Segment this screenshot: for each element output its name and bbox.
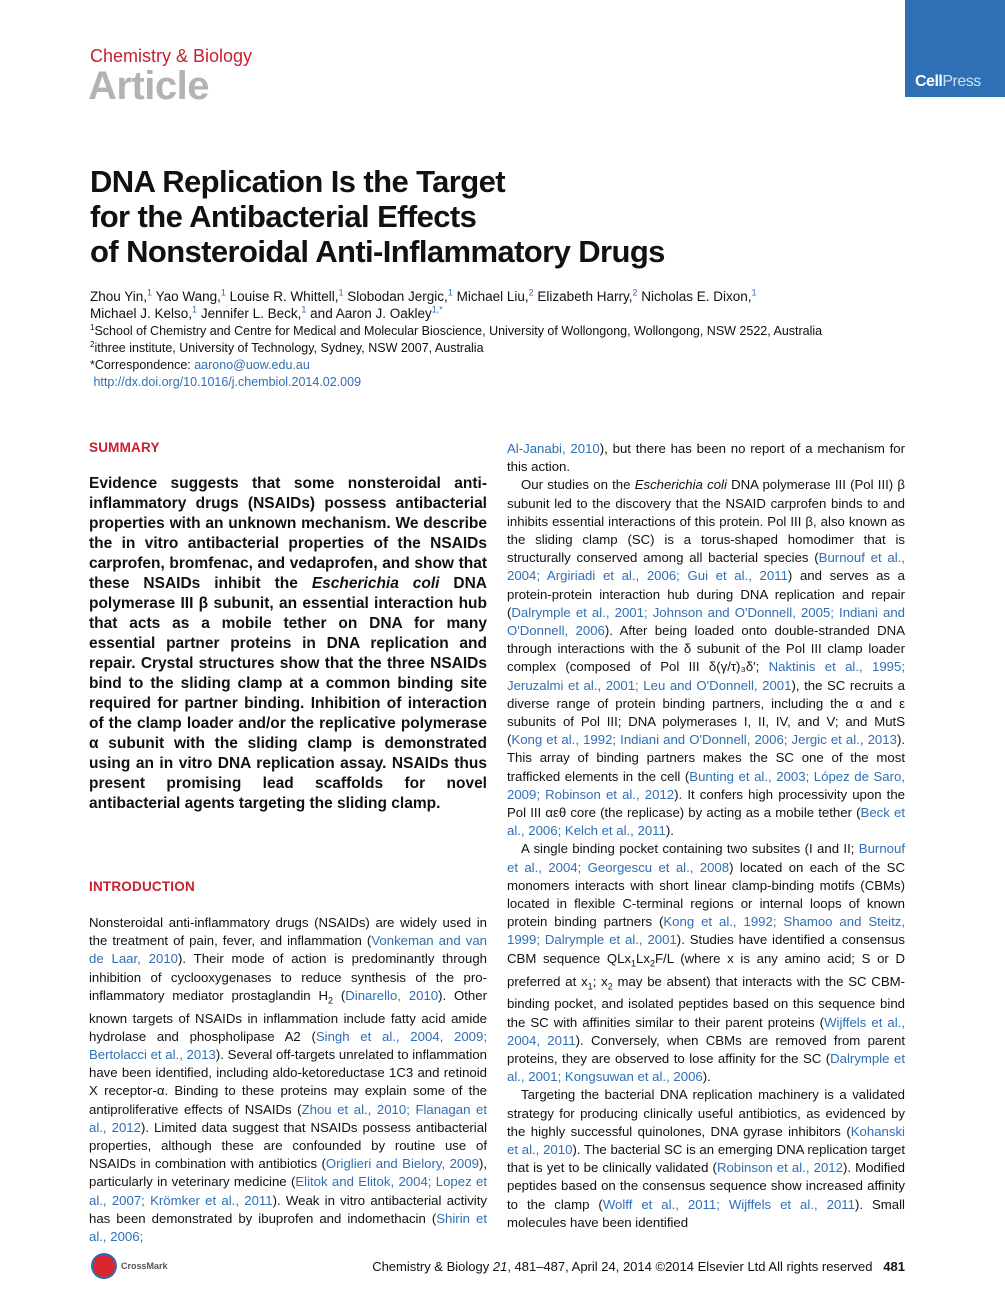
author-name: Nicholas E. Dixon,$^1$ <box>641 287 757 304</box>
author-name: Jennifer L. Beck,$^1$ <box>200 304 307 321</box>
article-type: Article <box>88 64 209 108</box>
affiliation-1: $^1$School of Chemistry and Centre for Medical and Molecular Bioscience, University of Wollongong, Wollongong, NSW 2522, Australia <box>90 322 823 338</box>
email-link[interactable]: aarono@uow.edu.au <box>194 358 310 372</box>
paragraph-continued: Al-Janabi, 2010), but there has been no report of a mechanism for this action. <box>507 441 905 475</box>
citation-link[interactable]: Kohanski et al., 2010 <box>507 1123 905 1157</box>
paragraph: A single binding pocket containing two subsites (I and II; Burnouf et al., 2004; Georgescu et al., 2008) located on each of the SC monomers interacts with short linear clamp-binding motifs (CBMs) located in flexible C-terminal regions or internal loops of known protein binding partners (Kong et al., 1992; Shamoo and Steitz, 1999; Dalrymple et al., 2001). Studies have identified a consensus CBM sequence $QLx_1Lx_2F/L$ (where x is any amino acid; S or D preferred at $x_1$; $x_2$ may be absent) that interacts with the SC CBM-binding pocket, and isolated peptides based on this sequence bind the SC with affinities similar to their parent proteins (Wijffels et al., 2004, 2011). Conversely, when CBMs are removed from parent proteins, they are observed to lose affinity for the SC (Dalrymple et al., 2001; Kongsuwan et al., 2006). <box>507 841 906 1085</box>
cellpress-logo[interactable]: CellPress <box>915 73 981 90</box>
citation-link[interactable]: Elitok and Elitok, 2004; Lopez et al., 2007; Krömker et al., 2011 <box>89 1174 487 1208</box>
author-name: Michael Liu,$^2$ <box>456 287 534 304</box>
citation-link[interactable]: Kong et al., 1992; Shamoo and Steitz, 1999; Dalrymple et al., 2001 <box>507 914 905 948</box>
citation-link[interactable]: Dalrymple et al., 2001; Johnson and O'Donnell, 2005; Indiani and O'Donnell, 2006 <box>507 604 905 639</box>
page-footer: Chemistry & Biology 21, 481–487, April 24, 2014 ©2014 Elsevier Ltd All rights reserved 481 <box>372 1259 905 1274</box>
doi <box>90 374 910 391</box>
citation-link[interactable]: Dinarello, 2010 <box>345 987 439 1003</box>
citation-link[interactable]: Naktinis et al., 1995; Jeruzalmi et al., 2001; Leu and O'Donnell, 2001 <box>507 659 905 693</box>
intro-column-left <box>89 914 487 1246</box>
summary-text: Evidence suggests that some nonsteroidal anti-inflammatory drugs (NSAIDs) possess antibacterial properties with an unknown mechanism. We describe the in vitro antibacterial properties of the NSAIDs carprofen, bromfenac, and vedaprofen, and show that these NSAIDs inhibit the Escherichia coli DNA polymerase III β subunit, an essential interaction hub that acts as a mobile tether on DNA for many essential partner proteins in DNA replication and repair. Crystal structures show that the three NSAIDs bind to the sliding clamp at a common binding site required for partner binding. Inhibition of interaction of the clamp loader and/or the replicative polymerase α subunit with the sliding clamp is demonstrated using an in vitro DNA replication assay. NSAIDs thus present promising lead scaffolds for novel antibacterial agents targeting the sliding clamp. <box>89 475 487 812</box>
author-name: Zhou Yin,$^1$ <box>90 287 153 304</box>
citation-link[interactable]: Wolff et al., 2011; Wijffels et al., 2011 <box>602 1196 855 1212</box>
citation-link[interactable]: Robinson et al., 2012 <box>716 1160 843 1176</box>
author-name: Louise R. Whittell,$^1$ <box>229 287 344 304</box>
citation-link[interactable]: Burnouf et al., 2004; Argiriadi et al., 2006; Gui et al., 2011 <box>507 550 905 584</box>
title-line: for the Antibacterial Effects <box>90 199 477 234</box>
paragraph: Targeting the bacterial DNA replication machinery is a validated strategy for producing clinically useful antibiotics, as evidenced by the highly successful quinolones, DNA gyrase inhibitors (Kohanski et al., 2010). The bacterial SC is an emerging DNA replication target that is yet to be clinically validated (Robinson et al., 2012). Modified peptides based on the consensus sequence show increased affinity to the clamp (Wolff et al., 2011; Wijffels et al., 2011). Small molecules have been identified <box>507 1087 905 1230</box>
citation-link[interactable]: Beck et al., 2006; Kelch et al., 2011 <box>507 805 905 839</box>
author-name: Yao Wang,$^1$ <box>155 287 226 304</box>
crossmark-icon[interactable] <box>91 1253 117 1279</box>
author-name: Slobodan Jergic,$^1$ <box>347 287 453 304</box>
citation-link[interactable]: Dalrymple et al., 2001; Kongsuwan et al., 2006 <box>507 1050 905 1085</box>
paragraph: Nonsteroidal anti-inflammatory drugs (NSAIDs) are widely used in the treatment of pain, fever, and inflammation (Vonkeman and van de Laar, 2010). Their mode of action is predominantly through inhibition of cyclooxygenases to reduce synthesis of the pro-inflammatory mediator prostaglandin $H_2$ (Dinarello, 2010). Other known targets of NSAIDs in inflammation include fatty acid amide hydrolase and phospholipase A2 (Singh et al., 2004, 2009; Bertolacci et al., 2013). Several off-targets unrelated to inflammation have been identified, including aldo-ketoreductase 1C3 and retinoid X receptor-α. Binding to these proteins may explain some of the antiproliferative effects of NSAIDs (Zhou et al., 2010; Flanagan et al., 2012). Limited data suggest that NSAIDs possess antibacterial properties, although these are confounded by routine use of NSAIDs in combination with antibiotics (Origlieri and Bielory, 2009), particularly in veterinary medicine (Elitok and Elitok, 2004; Lopez et al., 2007; Krömker et al., 2011). Weak in vitro antibacterial activity has been demonstrated by ibuprofen and indomethacin (Shirin et al., 2006; <box>89 915 488 1245</box>
author-list <box>90 288 910 322</box>
summary-heading: SUMMARY <box>89 440 160 455</box>
citation-link[interactable]: Singh et al., 2004, 2009; Bertolacci et al., 2013 <box>89 1028 487 1063</box>
article-title <box>90 164 790 269</box>
citation-link[interactable]: Origlieri and Bielory, 2009 <box>325 1156 479 1172</box>
author-name: Elizabeth Harry,$^2$ <box>537 287 638 304</box>
citation-link[interactable]: Burnouf et al., 2004; Georgescu et al., 2008 <box>507 841 905 875</box>
affiliations <box>90 323 910 391</box>
paragraph: Our studies on the Escherichia coli DNA polymerase III (Pol III) β subunit led to the discovery that the NSAID carprofen binds to and inhibits essential interactions of this protein. Pol III β, also known as the sliding clamp (SC) is a torus-shaped homodimer that is structurally conserved among all bacterial species (Burnouf et al., 2004; Argiriadi et al., 2006; Gui et al., 2011) and serves as a protein-protein interaction hub during DNA replication and repair (Dalrymple et al., 2001; Johnson and O'Donnell, 2005; Indiani and O'Donnell, 2006). After being loaded onto double-stranded DNA through interactions with the δ subunit of the Pol III clamp loader complex (composed of Pol III δ(γ/τ)₃δ′; Naktinis et al., 1995; Jeruzalmi et al., 2001; Leu and O'Donnell, 2001), the SC recruits a diverse range of protein binding partners, including the α and ε subunits of Pol III; DNA polymerases I, II, IV, and V; and MutS (Kong et al., 1992; Indiani and O'Donnell, 2006; Jergic et al., 2013). This array of binding partners makes the SC one of the most trafficked elements in the cell (Bunting et al., 2003; López de Saro, 2009; Robinson et al., 2012). It confers high processivity upon the Pol III αεθ core (the replicase) by acting as a mobile tether (Beck et al., 2006; Kelch et al., 2011). <box>507 477 906 839</box>
author-line <box>90 288 910 305</box>
citation-link[interactable]: Vonkeman and van de Laar, 2010 <box>89 933 487 967</box>
title-line: of Nonsteroidal Anti-Inflammatory Drugs <box>90 234 665 269</box>
doi-link[interactable]: http://dx.doi.org/10.1016/j.chembiol.2014.02.009 <box>93 375 362 389</box>
citation-link[interactable]: Bunting et al., 2003; López de Saro, 2009; Robinson et al., 2012 <box>507 768 905 802</box>
citation-link[interactable]: Al-Janabi, 2010 <box>507 441 600 456</box>
author-name: and Aaron J. Oakley$^{1,*}$ <box>310 304 443 321</box>
intro-column-right <box>507 440 905 1232</box>
citation-link[interactable]: Kong et al., 1992; Indiani and O'Donnell, 2006; Jergic et al., 2013 <box>511 732 897 748</box>
introduction-heading: INTRODUCTION <box>89 879 195 894</box>
author-line <box>90 305 910 322</box>
citation-link[interactable]: Wijffels et al., 2004, 2011 <box>507 1014 906 1048</box>
author-name: Michael J. Kelso,$^1$ <box>90 304 198 321</box>
page-number: 481 <box>883 1259 905 1274</box>
citation-link[interactable]: Zhou et al., 2010; Flanagan et al., 2012 <box>89 1101 487 1135</box>
title-line: DNA Replication Is the Target <box>90 164 505 199</box>
crossmark-label[interactable]: CrossMark <box>121 1261 168 1271</box>
citation-link[interactable]: Shirin et al., 2006; <box>89 1210 487 1245</box>
journal-name: Chemistry & Biology <box>90 46 253 66</box>
affiliation-2: $^2$ithree institute, University of Technology, Sydney, NSW 2007, Australia <box>90 339 484 355</box>
correspondence: *Correspondence: aarono@uow.edu.au <box>90 358 310 372</box>
